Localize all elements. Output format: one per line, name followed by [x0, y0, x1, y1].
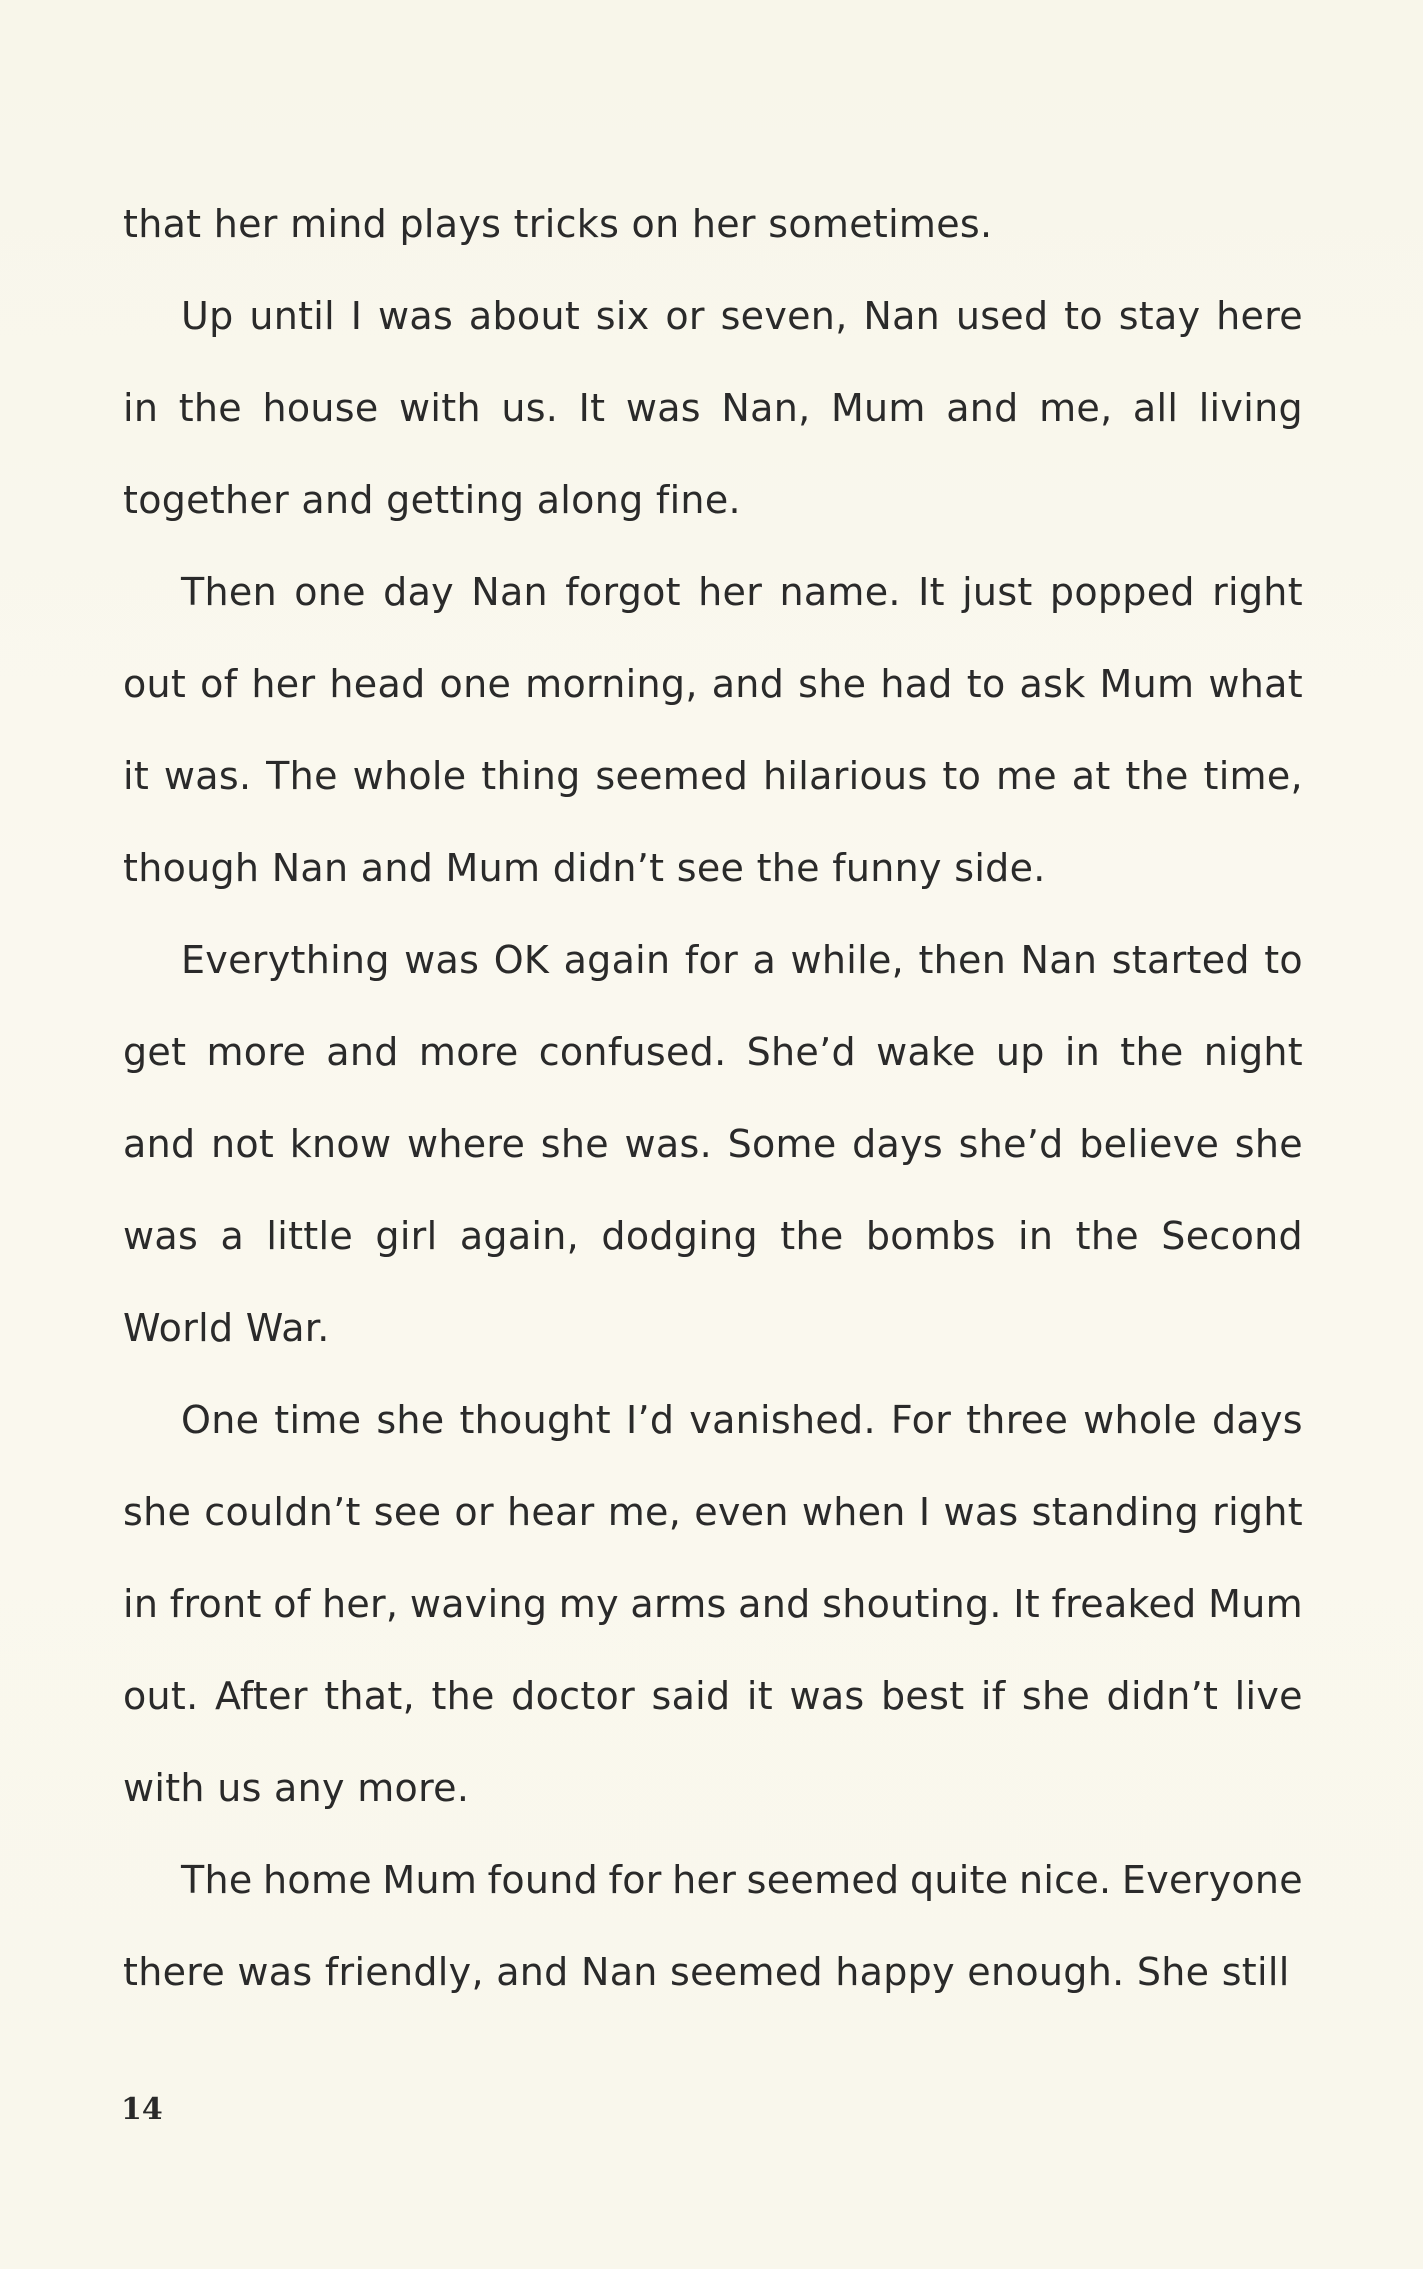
- word: dodging: [601, 1214, 758, 1258]
- word: was: [378, 294, 454, 338]
- word: Mum: [1099, 662, 1195, 706]
- word: said: [651, 1674, 731, 1718]
- word: popped: [1049, 570, 1195, 614]
- word: of: [200, 662, 238, 706]
- word: in: [1018, 1214, 1054, 1258]
- word: all: [1132, 386, 1179, 430]
- word: whole: [1083, 1398, 1197, 1442]
- word: her: [672, 1858, 737, 1902]
- word: didn’t: [1106, 1674, 1219, 1718]
- word: Mum: [1208, 1582, 1303, 1626]
- word: in: [1064, 1030, 1101, 1074]
- word: us.: [501, 386, 559, 430]
- word: when: [801, 1490, 906, 1534]
- word: she: [1021, 1674, 1091, 1718]
- word: time: [274, 1398, 362, 1442]
- word: or: [665, 294, 705, 338]
- word: living: [1198, 386, 1303, 430]
- word: her: [698, 570, 763, 614]
- word: with: [399, 386, 481, 430]
- word: quite: [909, 1858, 1009, 1902]
- word: little: [266, 1214, 354, 1258]
- word: six: [595, 294, 650, 338]
- word: see: [373, 1490, 442, 1534]
- word: had: [880, 662, 953, 706]
- word: if: [980, 1674, 1006, 1718]
- word: It: [918, 570, 945, 614]
- word: OK: [493, 938, 550, 982]
- word: until: [249, 294, 335, 338]
- word: day: [383, 570, 454, 614]
- word: again,: [459, 1214, 580, 1258]
- word: doctor: [511, 1674, 636, 1718]
- word: it: [123, 754, 150, 798]
- word: morning,: [525, 662, 698, 706]
- word: to: [1064, 294, 1103, 338]
- word: me,: [1039, 386, 1113, 430]
- word: was: [943, 1490, 1019, 1534]
- word: she’d: [958, 1122, 1064, 1166]
- word: front: [169, 1582, 262, 1626]
- text-line: [123, 1476, 1303, 1568]
- word: me: [995, 754, 1057, 798]
- word: or: [454, 1490, 494, 1534]
- text-line: [123, 1660, 1303, 1752]
- text-line: World War.: [123, 1306, 330, 1350]
- text-line: [123, 1200, 1303, 1292]
- word: get: [123, 1030, 187, 1074]
- word: For: [890, 1398, 952, 1442]
- word: I’d: [625, 1398, 675, 1442]
- word: Second: [1161, 1214, 1303, 1258]
- text-line: [123, 556, 1303, 648]
- word: Up: [181, 294, 234, 338]
- word: hear: [507, 1490, 595, 1534]
- text-line: [123, 648, 1303, 740]
- word: she: [540, 1122, 609, 1166]
- word: stay: [1118, 294, 1201, 338]
- word: thought: [459, 1398, 611, 1442]
- word: Nan,: [721, 386, 811, 430]
- word: name.: [779, 570, 901, 614]
- word: I: [350, 294, 363, 338]
- text-line: [123, 280, 1303, 372]
- word: the: [431, 1674, 495, 1718]
- word: standing: [1031, 1490, 1200, 1534]
- word: One: [181, 1398, 260, 1442]
- word: what: [1208, 662, 1303, 706]
- word: thing: [481, 754, 581, 798]
- word: in: [123, 1582, 159, 1626]
- word: started: [1111, 938, 1250, 982]
- word: The: [181, 1858, 253, 1902]
- word: Nan: [1020, 938, 1098, 982]
- word: just: [962, 570, 1033, 614]
- text-line: [123, 1568, 1303, 1660]
- word: forgot: [565, 570, 681, 614]
- word: the: [780, 1214, 844, 1258]
- word: seemed: [746, 1858, 900, 1902]
- word: not: [211, 1122, 275, 1166]
- word: was: [123, 1214, 199, 1258]
- word: the: [1075, 1214, 1139, 1258]
- word: of: [273, 1582, 311, 1626]
- text-line: [123, 740, 1303, 832]
- word: The: [266, 754, 338, 798]
- word: couldn’t: [204, 1490, 361, 1534]
- text-line: together and getting along fine.: [123, 478, 741, 522]
- word: waving: [409, 1582, 548, 1626]
- word: out.: [123, 1674, 199, 1718]
- word: days: [852, 1122, 944, 1166]
- word: arms: [630, 1582, 727, 1626]
- word: three: [966, 1398, 1069, 1442]
- word: It: [578, 386, 606, 430]
- paragraph: [123, 188, 1303, 280]
- body-text: [123, 188, 1303, 2028]
- word: hilarious: [763, 754, 928, 798]
- word: more: [206, 1030, 307, 1074]
- word: I: [918, 1490, 931, 1534]
- word: vanished.: [689, 1398, 876, 1442]
- word: was.: [163, 754, 252, 798]
- word: Nan: [471, 570, 548, 614]
- word: Mum: [382, 1858, 478, 1902]
- paragraph: [123, 556, 1303, 924]
- word: was: [404, 938, 480, 982]
- word: the: [1125, 754, 1189, 798]
- word: was: [789, 1674, 865, 1718]
- word: that,: [324, 1674, 415, 1718]
- word: to: [1264, 938, 1303, 982]
- word: and: [711, 662, 785, 706]
- word: found: [487, 1858, 599, 1902]
- text-line: though Nan and Mum didn’t see the funny side.: [123, 846, 1046, 890]
- word: home: [263, 1858, 372, 1902]
- word: was.: [624, 1122, 712, 1166]
- word: she: [376, 1398, 445, 1442]
- word: about: [468, 294, 581, 338]
- word: a: [220, 1214, 245, 1258]
- word: freaked: [1051, 1582, 1197, 1626]
- word: she: [1234, 1122, 1303, 1166]
- word: live: [1234, 1674, 1303, 1718]
- paragraph: [123, 1384, 1303, 1844]
- word: seemed: [595, 754, 749, 798]
- word: her: [251, 662, 316, 706]
- word: right: [1212, 1490, 1303, 1534]
- word: it: [746, 1674, 773, 1718]
- word: in: [123, 386, 159, 430]
- text-line: with us any more.: [123, 1766, 470, 1810]
- word: head: [329, 662, 426, 706]
- text-line: there was friendly, and Nan seemed happy enough. She still: [123, 1950, 1290, 1994]
- text-line: that her mind plays tricks on her sometimes.: [123, 202, 993, 246]
- word: to: [942, 754, 982, 798]
- word: the: [1120, 1030, 1184, 1074]
- word: her,: [321, 1582, 399, 1626]
- word: Some: [727, 1122, 837, 1166]
- word: and: [123, 1122, 196, 1166]
- word: here: [1216, 294, 1303, 338]
- word: believe: [1079, 1122, 1220, 1166]
- word: It: [1013, 1582, 1040, 1626]
- word: again: [563, 938, 671, 982]
- word: night: [1203, 1030, 1303, 1074]
- word: know: [289, 1122, 392, 1166]
- word: Mum: [830, 386, 926, 430]
- paragraph: [123, 924, 1303, 1384]
- word: Nan: [863, 294, 941, 338]
- word: then: [918, 938, 1007, 982]
- word: she: [123, 1490, 192, 1534]
- word: the: [178, 386, 242, 430]
- word: house: [262, 386, 379, 430]
- word: at: [1071, 754, 1111, 798]
- word: shouting.: [822, 1582, 1002, 1626]
- word: one: [439, 662, 512, 706]
- word: days: [1211, 1398, 1303, 1442]
- text-line: [123, 372, 1303, 464]
- word: for: [608, 1858, 662, 1902]
- word: for: [684, 938, 738, 982]
- word: girl: [375, 1214, 438, 1258]
- paragraph: [123, 1844, 1303, 2028]
- word: whole: [352, 754, 467, 798]
- word: one: [294, 570, 366, 614]
- word: wake: [876, 1030, 976, 1074]
- text-line: [123, 1384, 1303, 1476]
- word: nice.: [1018, 1858, 1112, 1902]
- word: After: [214, 1674, 308, 1718]
- word: Then: [181, 570, 277, 614]
- word: Everyone: [1121, 1858, 1303, 1902]
- text-line: [123, 1016, 1303, 1108]
- word: a: [752, 938, 777, 982]
- word: and: [738, 1582, 811, 1626]
- page-number: 14: [121, 2092, 163, 2127]
- word: even: [694, 1490, 789, 1534]
- word: best: [881, 1674, 965, 1718]
- word: used: [955, 294, 1049, 338]
- word: right: [1212, 570, 1303, 614]
- word: while,: [790, 938, 905, 982]
- word: me,: [607, 1490, 682, 1534]
- word: to: [966, 662, 1006, 706]
- paragraph: [123, 280, 1303, 556]
- word: where: [406, 1122, 526, 1166]
- word: out: [123, 662, 187, 706]
- word: bombs: [865, 1214, 996, 1258]
- word: seven,: [720, 294, 848, 338]
- text-line: [123, 1844, 1303, 1936]
- word: she: [798, 662, 867, 706]
- word: Everything: [181, 938, 390, 982]
- word: and: [946, 386, 1019, 430]
- word: was: [625, 386, 701, 430]
- word: up: [995, 1030, 1045, 1074]
- word: and: [326, 1030, 399, 1074]
- word: more: [418, 1030, 519, 1074]
- word: my: [558, 1582, 619, 1626]
- text-line: [123, 1108, 1303, 1200]
- word: She’d: [746, 1030, 856, 1074]
- word: time,: [1203, 754, 1303, 798]
- word: ask: [1019, 662, 1086, 706]
- text-line: [123, 924, 1303, 1016]
- word: confused.: [538, 1030, 727, 1074]
